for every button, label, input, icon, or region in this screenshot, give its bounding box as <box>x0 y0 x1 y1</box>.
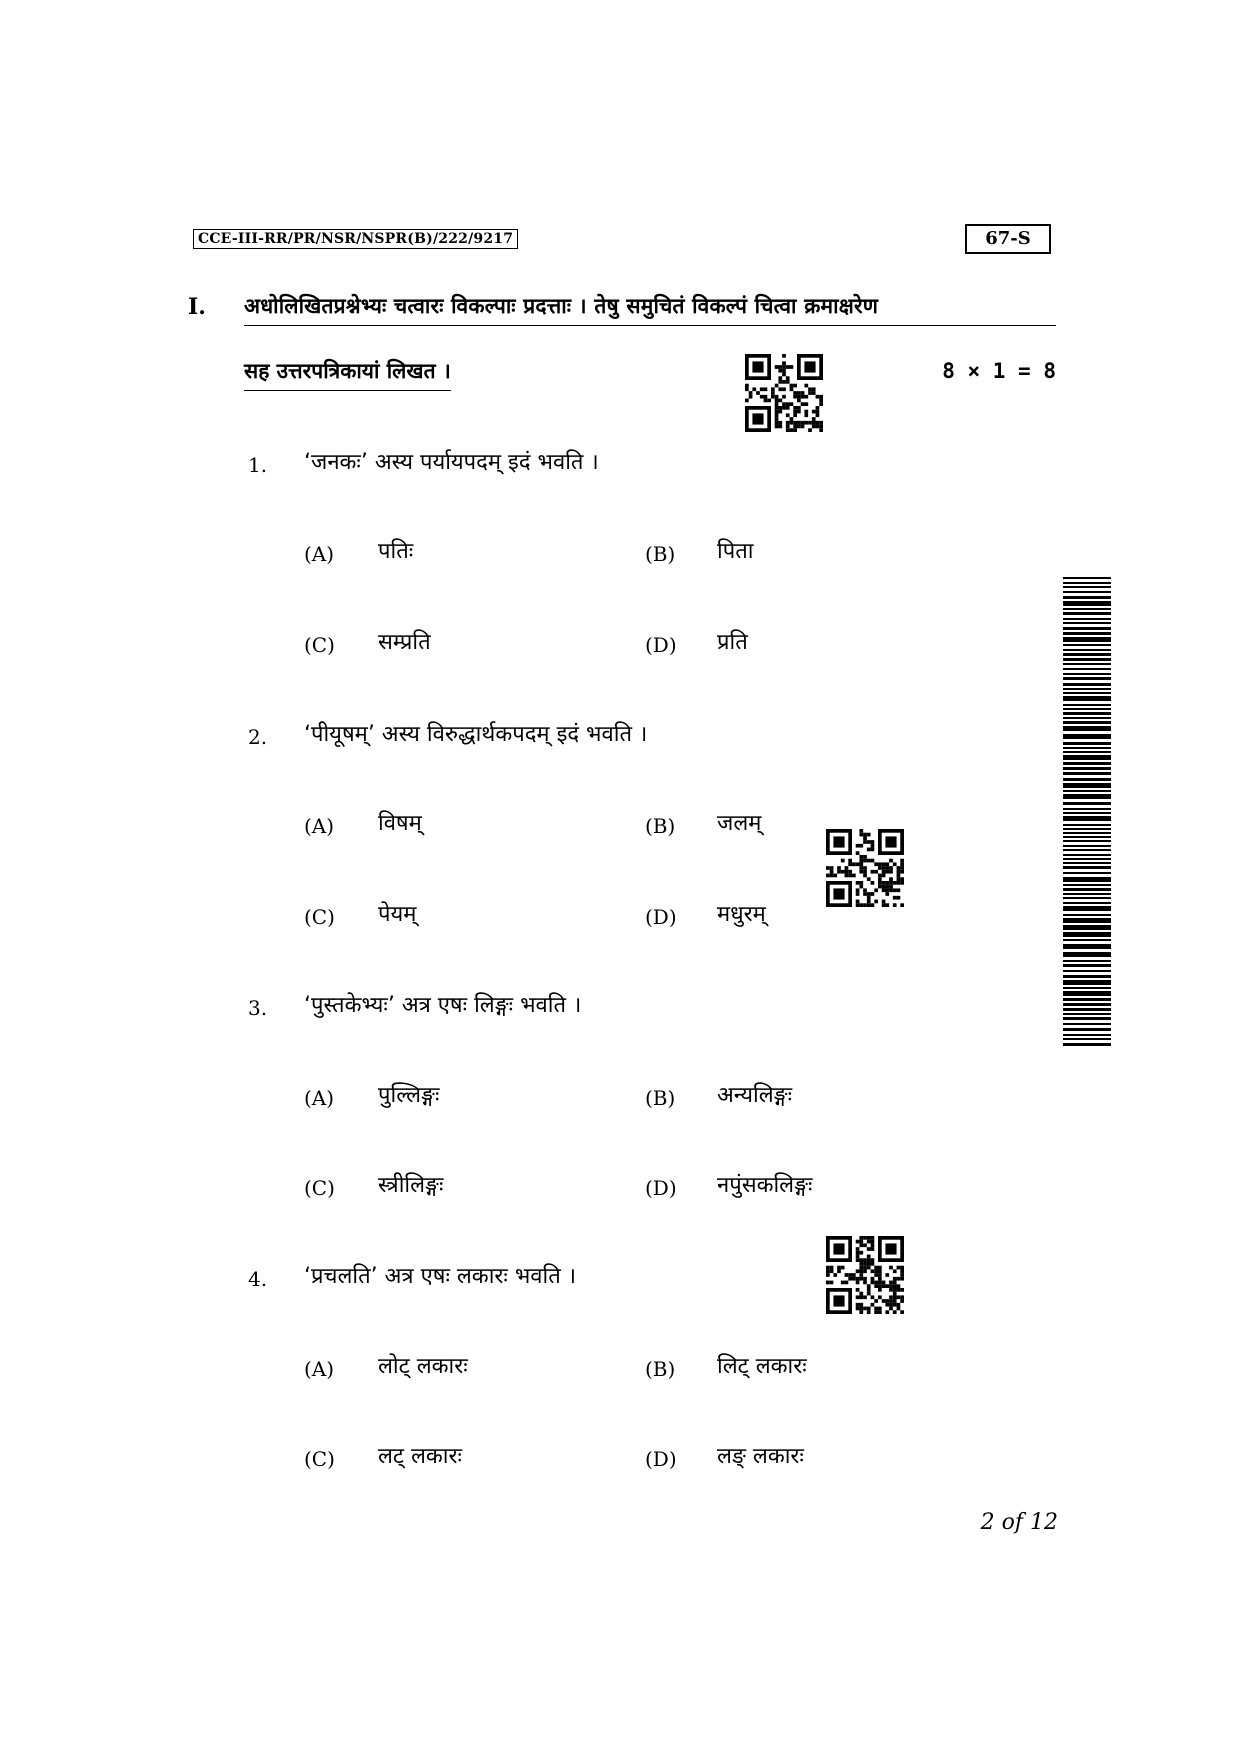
option-text: सम्प्रति <box>378 630 431 655</box>
option-label: (D) <box>645 633 677 657</box>
option-text: लिट् लकारः <box>717 1354 807 1379</box>
option-text: पुल्लिङ्गः <box>378 1083 440 1108</box>
option-label: (D) <box>645 905 677 929</box>
section-marks: 8 × 1 = 8 <box>942 359 1056 383</box>
barcode <box>1063 577 1111 1047</box>
section-instruction-line1: अधोलिखितप्रश्नेभ्यः चत्वारः विकल्पाः प्रदत्ताः । तेषु समुचितं विकल्पं चित्वा क्रमाक्षरेण <box>244 289 1056 326</box>
option-text: अन्यलिङ्गः <box>717 1083 793 1108</box>
option-label: (C) <box>304 905 335 929</box>
qr-code-2 <box>826 829 904 907</box>
option-label: (C) <box>304 1176 335 1200</box>
question-number: 4. <box>248 1267 268 1291</box>
option-text: मधुरम् <box>717 902 766 927</box>
exam-code: CCE-III-RR/PR/NSR/NSPR(B)/222/9217 <box>198 231 514 247</box>
option-text: पतिः <box>378 539 414 564</box>
option-label: (B) <box>645 1086 676 1110</box>
option-text: लोट् लकारः <box>378 1354 468 1379</box>
option-label: (A) <box>304 1086 335 1110</box>
question-number: 2. <box>248 725 268 749</box>
question-text: ‘प्रचलति’ अत्र एषः लकारः भवति । <box>304 1264 577 1289</box>
question-text: ‘पुस्तकेभ्यः’ अत्र एषः लिङ्गः भवति । <box>304 993 582 1018</box>
option-label: (A) <box>304 1357 335 1381</box>
option-text: विषम् <box>378 811 422 836</box>
option-text: प्रति <box>717 630 748 655</box>
question-number: 1. <box>248 453 268 477</box>
option-label: (A) <box>304 542 335 566</box>
option-label: (B) <box>645 814 676 838</box>
paper-code-box <box>965 224 1051 254</box>
option-text: पिता <box>717 539 754 564</box>
option-text: लङ् लकारः <box>717 1444 804 1469</box>
option-label: (C) <box>304 1447 335 1471</box>
option-label: (B) <box>645 542 676 566</box>
option-label: (A) <box>304 814 335 838</box>
question-number: 3. <box>248 996 268 1020</box>
qr-code-3 <box>826 1236 904 1314</box>
paper-code: 67-S <box>985 228 1031 249</box>
question-text: ‘पीयूषम्’ अस्य विरुद्धार्थकपदम् इदं भवति । <box>304 722 648 747</box>
exam-code-box <box>193 229 518 249</box>
option-label: (D) <box>645 1176 677 1200</box>
option-label: (C) <box>304 633 335 657</box>
option-text: जलम् <box>717 811 762 836</box>
option-label: (D) <box>645 1447 677 1471</box>
qr-code-1 <box>745 354 823 432</box>
option-text: पेयम् <box>378 902 417 927</box>
option-text: स्त्रीलिङ्गः <box>378 1173 444 1198</box>
question-text: ‘जनकः’ अस्य पर्यायपदम् इदं भवति । <box>304 450 599 475</box>
option-label: (B) <box>645 1357 676 1381</box>
section-number: I. <box>188 294 206 320</box>
option-text: लट् लकारः <box>378 1444 462 1469</box>
option-text: नपुंसकलिङ्गः <box>717 1173 813 1198</box>
section-instruction-line2: सह उत्तरपत्रिकायां लिखत । <box>244 354 451 391</box>
page-number: 2 of 12 <box>980 1510 1058 1535</box>
